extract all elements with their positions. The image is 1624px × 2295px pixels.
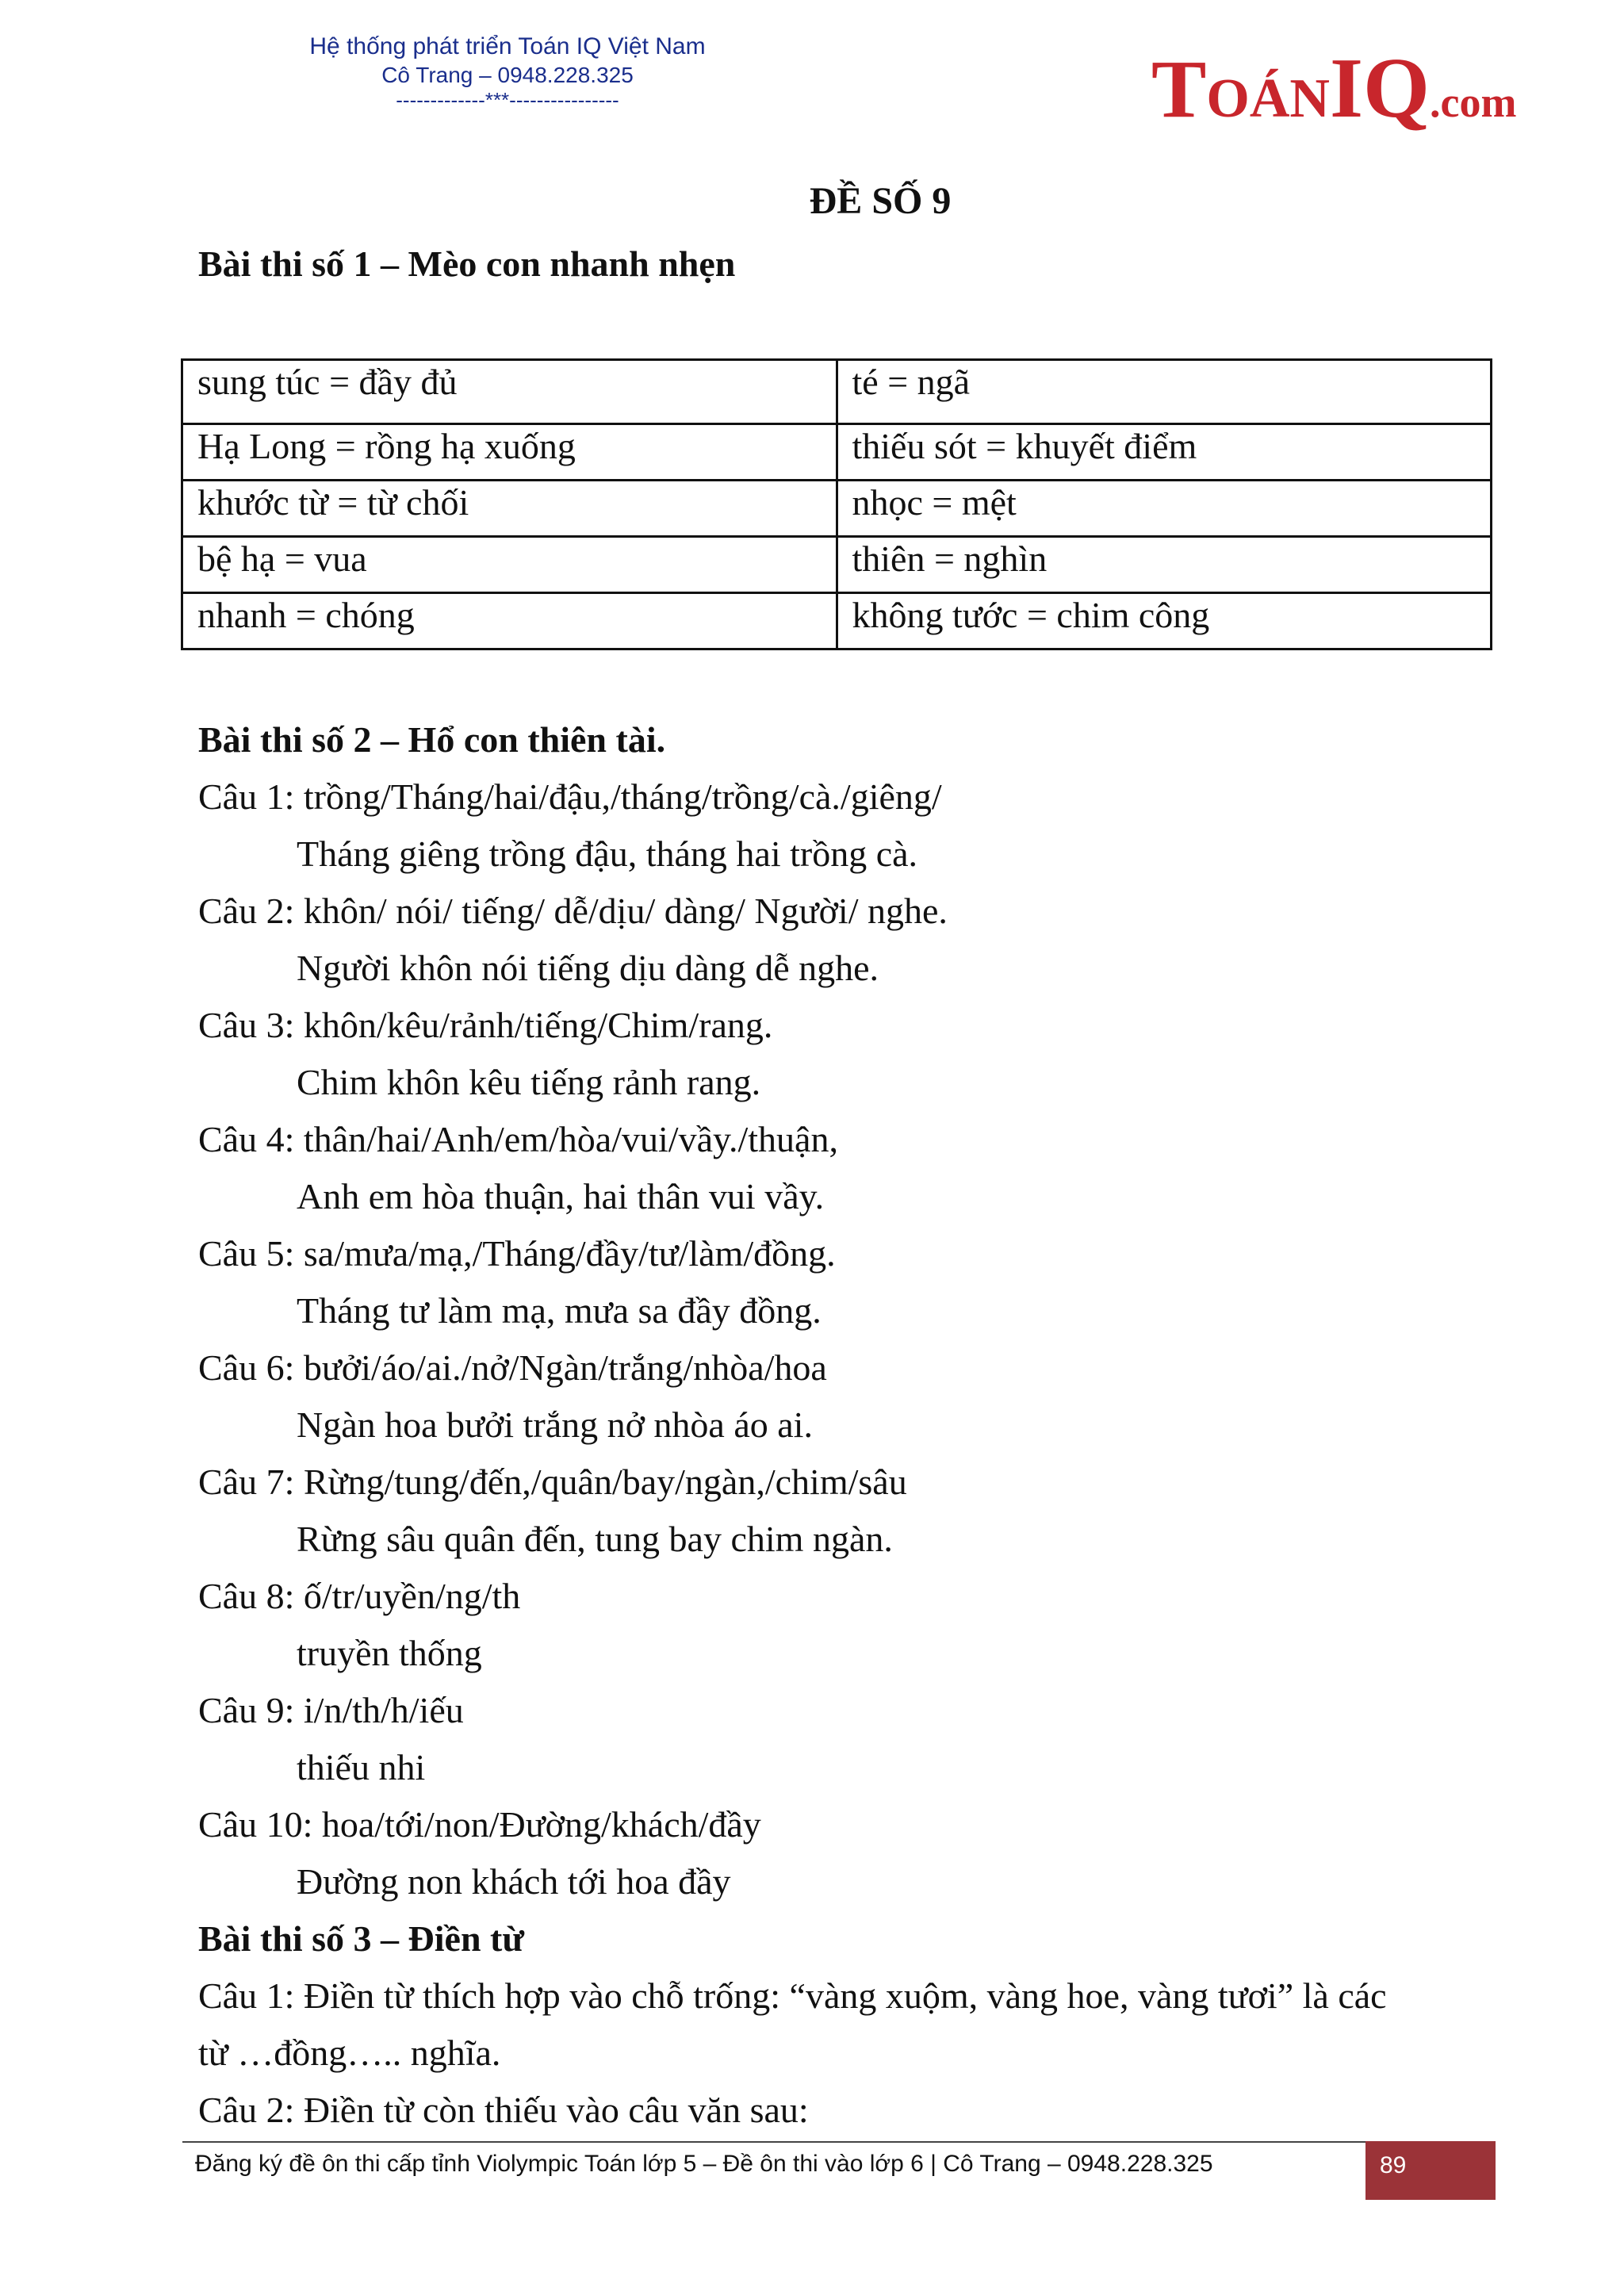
table-cell: nhọc = mệt (837, 481, 1492, 537)
table-cell: nhanh = chóng (182, 593, 837, 649)
table-row (182, 537, 1492, 593)
question-4: Câu 4: thân/hai/Anh/em/hòa/vui/vầy./thuận, (198, 1119, 838, 1159)
table-row (182, 593, 1492, 649)
question-1: Câu 1: trồng/Tháng/hai/đậu,/tháng/trồng/cà./giêng/ (198, 776, 942, 817)
toan-iq-logo: TOÁNIQ.com (1151, 41, 1517, 136)
question-3: Câu 3: khôn/kêu/rảnh/tiếng/Chim/rang. (198, 1005, 773, 1045)
question-5: Câu 5: sa/mưa/mạ,/Tháng/đầy/tư/làm/đồng. (198, 1233, 836, 1274)
answer-4: Anh em hòa thuận, hai thân vui vầy. (297, 1176, 825, 1216)
question-9: Câu 9: i/n/th/h/iếu (198, 1690, 464, 1730)
table-cell: thiếu sót = khuyết điểm (837, 424, 1492, 481)
table-cell: Hạ Long = rồng hạ xuống (182, 424, 837, 481)
question-2: Câu 2: khôn/ nói/ tiếng/ dễ/dịu/ dàng/ Người/ nghe. (198, 891, 948, 931)
header-divider: -------------***---------------- (396, 88, 619, 112)
footer-rule (182, 2141, 1365, 2143)
answer-8: truyền thống (297, 1633, 482, 1673)
answer-1: Tháng giêng trồng đậu, tháng hai trồng cà. (297, 833, 918, 874)
table-cell: té = ngã (837, 360, 1492, 424)
header-org: Hệ thống phát triển Toán IQ Việt Nam (309, 33, 706, 59)
section1-heading: Bài thi số 1 – Mèo con nhanh nhẹn (198, 243, 736, 284)
answer-6: Ngàn hoa bưởi trắng nở nhòa áo ai. (297, 1404, 813, 1445)
table-row (182, 424, 1492, 481)
table-row (182, 360, 1492, 424)
table-cell: sung túc = đầy đủ (182, 360, 837, 424)
table-row (182, 481, 1492, 537)
page-title: ĐỀ SỐ 9 (809, 180, 952, 222)
question-10: Câu 10: hoa/tới/non/Đường/khách/đầy (198, 1804, 761, 1845)
answer-7: Rừng sâu quân đến, tung bay chim ngàn. (297, 1519, 893, 1559)
answer-3: Chim khôn kêu tiếng rảnh rang. (297, 1062, 761, 1102)
table-cell: khước từ = từ chối (182, 481, 837, 537)
table-cell: bệ hạ = vua (182, 537, 837, 593)
footer (182, 2141, 1496, 2206)
question-7: Câu 7: Rừng/tung/đến,/quân/bay/ngàn,/chim/sâu (198, 1462, 907, 1502)
header-contact: Cô Trang – 0948.228.325 (381, 63, 634, 87)
match-table (181, 358, 1492, 650)
answer-9: thiếu nhi (297, 1747, 426, 1787)
section2-heading: Bài thi số 2 – Hổ con thiên tài. (198, 719, 666, 760)
footer-text: Đăng ký đề ôn thi cấp tỉnh Violympic Toán lớp 5 – Đề ôn thi vào lớp 6 | Cô Trang – 0948.228.325 (195, 2151, 1213, 2177)
section3-line: Câu 1: Điền từ thích hợp vào chỗ trống: “vàng xuộm, vàng hoe, vàng tươi” là các (198, 1975, 1387, 2016)
answer-2: Người khôn nói tiếng dịu dàng dễ nghe. (297, 948, 879, 988)
section3-line: từ …đồng….. nghĩa. (198, 2033, 501, 2073)
answer-5: Tháng tư làm mạ, mưa sa đầy đồng. (297, 1290, 822, 1331)
table-cell: thiên = nghìn (837, 537, 1492, 593)
question-8: Câu 8: ố/tr/uyền/ng/th (198, 1576, 521, 1616)
question-6: Câu 6: bưởi/áo/ai./nở/Ngàn/trắng/nhòa/hoa (198, 1347, 827, 1388)
answer-10: Đường non khách tới hoa đầy (297, 1861, 731, 1902)
table-cell: không tước = chim công (837, 593, 1492, 649)
section3-line: Câu 2: Điền từ còn thiếu vào câu văn sau: (198, 2090, 809, 2130)
header (270, 32, 745, 111)
page-number: 89 (1365, 2141, 1496, 2200)
section3-heading: Bài thi số 3 – Điền từ (198, 1918, 524, 1959)
